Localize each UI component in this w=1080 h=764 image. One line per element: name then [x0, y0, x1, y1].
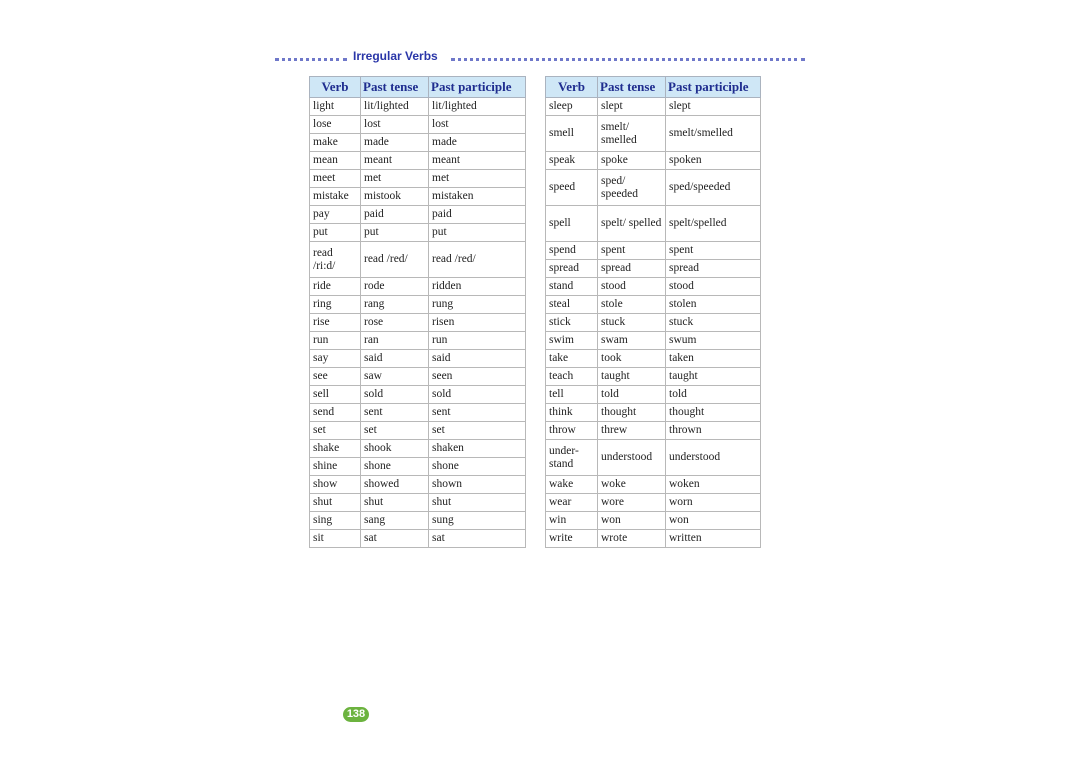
table-row: [310, 296, 526, 314]
cell-past-tense: rang: [361, 296, 429, 314]
cell-past-tense: woke: [598, 476, 666, 494]
cell-past-tense: meant: [361, 152, 429, 170]
cell-past-tense: thought: [598, 404, 666, 422]
cell-past-tense: shook: [361, 440, 429, 458]
cell-past-participle: sold: [429, 386, 526, 404]
cell-verb: throw: [546, 422, 598, 440]
cell-verb: think: [546, 404, 598, 422]
cell-past-participle: written: [666, 530, 761, 548]
table-row: [310, 332, 526, 350]
cell-past-tense: sang: [361, 512, 429, 530]
cell-past-tense: sold: [361, 386, 429, 404]
table-row: [310, 170, 526, 188]
cell-verb: win: [546, 512, 598, 530]
table-header-row: [546, 77, 761, 98]
cell-past-tense: rose: [361, 314, 429, 332]
table-row: [546, 242, 761, 260]
cell-past-tense: showed: [361, 476, 429, 494]
cell-verb: read /ri:d/: [310, 242, 361, 278]
cell-past-tense: made: [361, 134, 429, 152]
cell-past-tense: taught: [598, 368, 666, 386]
cell-verb: lose: [310, 116, 361, 134]
cell-past-participle: stuck: [666, 314, 761, 332]
cell-past-tense: spread: [598, 260, 666, 278]
cell-past-tense: wore: [598, 494, 666, 512]
heading-title: Irregular Verbs: [353, 49, 438, 63]
table-row: [546, 98, 761, 116]
page-number-badge: 138: [343, 707, 369, 722]
cell-past-participle: worn: [666, 494, 761, 512]
cell-past-participle: spoken: [666, 152, 761, 170]
cell-verb: wear: [546, 494, 598, 512]
cell-verb: take: [546, 350, 598, 368]
table-row: [310, 494, 526, 512]
cell-past-tense: told: [598, 386, 666, 404]
cell-past-participle: thought: [666, 404, 761, 422]
cell-verb: smell: [546, 116, 598, 152]
cell-verb: set: [310, 422, 361, 440]
cell-verb: spell: [546, 206, 598, 242]
cell-past-participle: said: [429, 350, 526, 368]
table-row: [310, 422, 526, 440]
table-row: [546, 422, 761, 440]
cell-past-participle: shone: [429, 458, 526, 476]
table-row: [310, 368, 526, 386]
cell-verb: make: [310, 134, 361, 152]
table-row: [310, 404, 526, 422]
section-heading: [275, 50, 805, 66]
verbs-table-left: [309, 76, 526, 548]
cell-past-participle: made: [429, 134, 526, 152]
cell-past-tense: stuck: [598, 314, 666, 332]
cell-past-participle: shown: [429, 476, 526, 494]
cell-past-participle: put: [429, 224, 526, 242]
cell-past-participle: swum: [666, 332, 761, 350]
header-past-participle: Past participle: [666, 77, 761, 98]
cell-verb: say: [310, 350, 361, 368]
cell-past-tense: swam: [598, 332, 666, 350]
cell-past-tense: spelt/ spelled: [598, 206, 666, 242]
cell-past-tense: sped/ speeded: [598, 170, 666, 206]
cell-verb: mean: [310, 152, 361, 170]
cell-verb: steal: [546, 296, 598, 314]
table-row: [310, 188, 526, 206]
cell-past-tense: slept: [598, 98, 666, 116]
cell-past-participle: rung: [429, 296, 526, 314]
heading-dotted-rule-left: [275, 58, 347, 61]
cell-verb: sit: [310, 530, 361, 548]
cell-verb: show: [310, 476, 361, 494]
table-row: [546, 476, 761, 494]
cell-verb: under-stand: [546, 440, 598, 476]
cell-past-participle: paid: [429, 206, 526, 224]
table-row: [310, 512, 526, 530]
table-row: [310, 278, 526, 296]
table-row: [546, 152, 761, 170]
table-row: [546, 530, 761, 548]
cell-past-participle: spelt/spelled: [666, 206, 761, 242]
cell-past-tense: shut: [361, 494, 429, 512]
cell-past-participle: stolen: [666, 296, 761, 314]
table-row: [546, 278, 761, 296]
table-row: [310, 314, 526, 332]
cell-past-participle: smelt/smelled: [666, 116, 761, 152]
header-past-tense: Past tense: [598, 77, 666, 98]
heading-dotted-rule-right: [451, 58, 805, 61]
table-row: [310, 116, 526, 134]
cell-past-tense: lit/lighted: [361, 98, 429, 116]
cell-past-tense: stole: [598, 296, 666, 314]
cell-past-tense: set: [361, 422, 429, 440]
cell-verb: sing: [310, 512, 361, 530]
cell-past-tense: met: [361, 170, 429, 188]
table-body: [546, 98, 761, 548]
cell-verb: put: [310, 224, 361, 242]
cell-verb: shine: [310, 458, 361, 476]
cell-verb: meet: [310, 170, 361, 188]
cell-past-participle: set: [429, 422, 526, 440]
table-row: [310, 476, 526, 494]
cell-past-participle: sat: [429, 530, 526, 548]
cell-past-participle: shaken: [429, 440, 526, 458]
table-row: [310, 206, 526, 224]
cell-past-participle: shut: [429, 494, 526, 512]
cell-past-participle: taught: [666, 368, 761, 386]
cell-verb: mistake: [310, 188, 361, 206]
cell-past-participle: understood: [666, 440, 761, 476]
cell-past-tense: paid: [361, 206, 429, 224]
cell-past-participle: slept: [666, 98, 761, 116]
table-row: [310, 242, 526, 278]
cell-past-tense: took: [598, 350, 666, 368]
cell-past-tense: ran: [361, 332, 429, 350]
cell-verb: wake: [546, 476, 598, 494]
cell-verb: send: [310, 404, 361, 422]
cell-verb: stick: [546, 314, 598, 332]
cell-past-participle: met: [429, 170, 526, 188]
cell-verb: sell: [310, 386, 361, 404]
cell-past-participle: won: [666, 512, 761, 530]
cell-past-tense: rode: [361, 278, 429, 296]
table-row: [546, 494, 761, 512]
cell-past-tense: lost: [361, 116, 429, 134]
cell-verb: see: [310, 368, 361, 386]
cell-past-participle: seen: [429, 368, 526, 386]
table-row: [546, 260, 761, 278]
table-row: [546, 368, 761, 386]
cell-past-tense: spent: [598, 242, 666, 260]
cell-verb: rise: [310, 314, 361, 332]
cell-past-participle: stood: [666, 278, 761, 296]
cell-verb: ring: [310, 296, 361, 314]
cell-past-tense: stood: [598, 278, 666, 296]
cell-past-tense: sent: [361, 404, 429, 422]
cell-verb: pay: [310, 206, 361, 224]
table-row: [546, 386, 761, 404]
cell-past-tense: spoke: [598, 152, 666, 170]
cell-past-participle: woken: [666, 476, 761, 494]
table-row: [546, 512, 761, 530]
cell-verb: spend: [546, 242, 598, 260]
cell-verb: light: [310, 98, 361, 116]
table-row: [310, 224, 526, 242]
table-row: [310, 152, 526, 170]
cell-past-participle: sent: [429, 404, 526, 422]
cell-verb: spread: [546, 260, 598, 278]
table-row: [310, 530, 526, 548]
cell-past-participle: lost: [429, 116, 526, 134]
header-past-tense: Past tense: [361, 77, 429, 98]
header-verb: Verb: [310, 77, 361, 98]
verbs-table-right: [545, 76, 761, 548]
cell-verb: ride: [310, 278, 361, 296]
cell-past-tense: read /red/: [361, 242, 429, 278]
table-row: [310, 98, 526, 116]
table-row: [310, 440, 526, 458]
cell-past-tense: saw: [361, 368, 429, 386]
cell-past-participle: read /red/: [429, 242, 526, 278]
cell-past-participle: taken: [666, 350, 761, 368]
table-row: [546, 116, 761, 152]
cell-past-tense: mistook: [361, 188, 429, 206]
cell-verb: speed: [546, 170, 598, 206]
header-verb: Verb: [546, 77, 598, 98]
cell-past-participle: risen: [429, 314, 526, 332]
table-row: [546, 332, 761, 350]
cell-verb: speak: [546, 152, 598, 170]
cell-past-participle: sped/speeded: [666, 170, 761, 206]
cell-past-tense: put: [361, 224, 429, 242]
cell-past-tense: threw: [598, 422, 666, 440]
cell-past-participle: thrown: [666, 422, 761, 440]
table-row: [546, 440, 761, 476]
table-row: [310, 350, 526, 368]
cell-verb: shake: [310, 440, 361, 458]
table-row: [546, 296, 761, 314]
cell-past-tense: said: [361, 350, 429, 368]
cell-past-participle: told: [666, 386, 761, 404]
cell-verb: teach: [546, 368, 598, 386]
cell-past-participle: mistaken: [429, 188, 526, 206]
cell-past-participle: ridden: [429, 278, 526, 296]
table-row: [310, 386, 526, 404]
cell-verb: tell: [546, 386, 598, 404]
cell-past-participle: spread: [666, 260, 761, 278]
cell-verb: sleep: [546, 98, 598, 116]
table-row: [546, 206, 761, 242]
header-past-participle: Past participle: [429, 77, 526, 98]
table-row: [546, 350, 761, 368]
cell-past-tense: shone: [361, 458, 429, 476]
cell-past-participle: run: [429, 332, 526, 350]
table-body: [310, 98, 526, 548]
cell-past-tense: sat: [361, 530, 429, 548]
table-row: [546, 404, 761, 422]
cell-past-tense: won: [598, 512, 666, 530]
cell-verb: shut: [310, 494, 361, 512]
cell-past-tense: understood: [598, 440, 666, 476]
cell-past-participle: spent: [666, 242, 761, 260]
cell-verb: swim: [546, 332, 598, 350]
table-header-row: [310, 77, 526, 98]
cell-past-participle: meant: [429, 152, 526, 170]
table-row: [546, 314, 761, 332]
cell-verb: run: [310, 332, 361, 350]
table-row: [310, 134, 526, 152]
cell-past-participle: sung: [429, 512, 526, 530]
cell-past-tense: wrote: [598, 530, 666, 548]
table-row: [310, 458, 526, 476]
cell-past-participle: lit/lighted: [429, 98, 526, 116]
cell-verb: write: [546, 530, 598, 548]
cell-verb: stand: [546, 278, 598, 296]
cell-past-tense: smelt/ smelled: [598, 116, 666, 152]
table-row: [546, 170, 761, 206]
